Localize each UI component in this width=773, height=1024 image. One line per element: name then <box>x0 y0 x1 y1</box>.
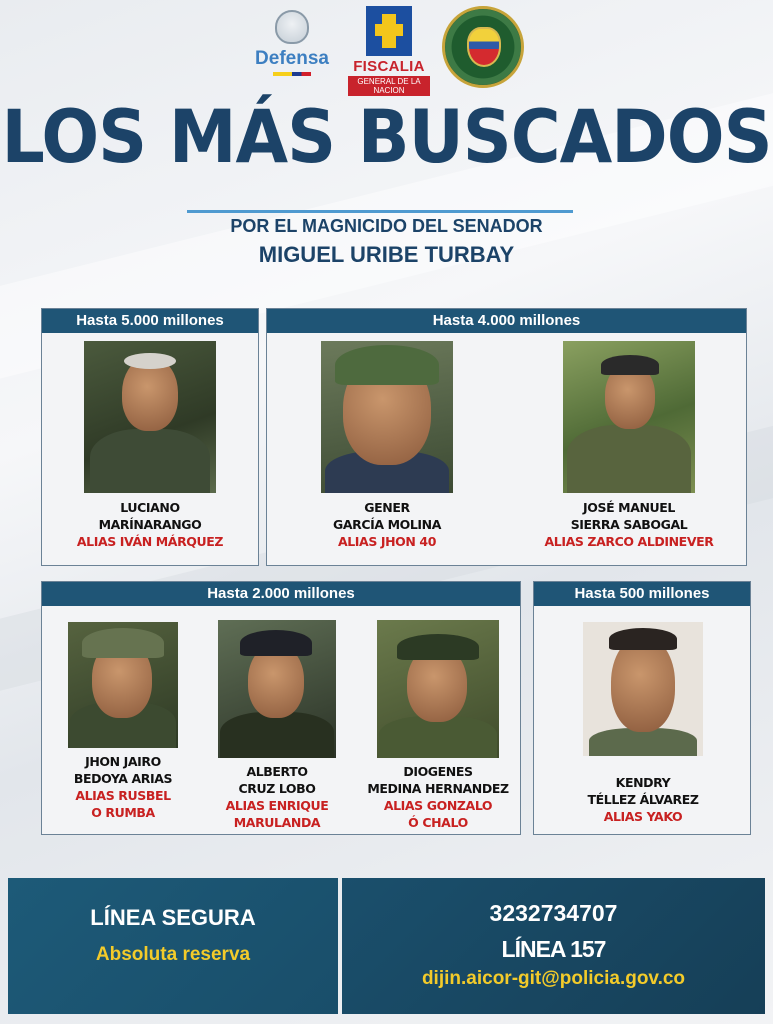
page-title: LOS MÁS BUSCADOS <box>1 94 772 181</box>
person-last-name: MEDINA HERNANDEZ <box>367 781 509 796</box>
person-alias: ALIAS ENRIQUE <box>225 798 329 813</box>
contact-footer <box>8 878 765 1014</box>
person-alias: ALIAS YAKO <box>603 809 683 824</box>
subtitle: POR EL MAGNICIDO DEL SENADOR <box>230 216 543 236</box>
defensa-logo <box>244 10 340 90</box>
person-last-name: TÉLLEZ ÁLVAREZ <box>587 792 699 807</box>
person-alias-alt: Ó CHALO <box>408 815 468 830</box>
logo-bar <box>0 6 773 95</box>
person-first-name: DIOGENES <box>403 764 473 779</box>
reward-label: Hasta 2.000 millones <box>42 582 520 606</box>
person-first-name: GENER <box>364 500 410 515</box>
person-last-name: CRUZ LOBO <box>238 781 316 796</box>
reward-panel-5000 <box>41 308 259 566</box>
wanted-person <box>519 341 739 550</box>
wanted-person <box>287 341 487 550</box>
person-alias-alt: MARULANDA <box>233 815 321 830</box>
person-alias: ALIAS IVÁN MÁRQUEZ <box>76 534 224 549</box>
fiscalia-logo <box>342 6 436 95</box>
person-first-name: KENDRY <box>615 775 671 790</box>
person-first-name: LUCIANO <box>120 500 180 515</box>
fiscalia-logo-subtext: GENERAL DE LA NACION <box>348 76 430 96</box>
reward-panel-4000 <box>266 308 747 566</box>
wanted-person <box>48 622 198 821</box>
suspect-photo <box>321 341 453 493</box>
reward-label: Hasta 500 millones <box>534 582 750 606</box>
suspect-photo <box>84 341 216 493</box>
person-last-name: BEDOYA ARIAS <box>73 771 173 786</box>
wanted-person <box>358 620 518 831</box>
colombia-flag-icon <box>273 72 311 76</box>
suspect-photo <box>377 620 499 758</box>
policia-shield-icon <box>467 27 501 67</box>
reward-label: Hasta 5.000 millones <box>42 309 258 333</box>
fiscalia-cross-icon <box>366 6 412 56</box>
wanted-person <box>50 341 250 550</box>
person-first-name: JOSÉ MANUEL <box>583 500 675 515</box>
policia-seal-icon <box>442 6 524 88</box>
title-divider <box>187 210 573 213</box>
person-first-name: JHON JAIRO <box>85 754 161 769</box>
fiscalia-logo-text: FISCALIA <box>353 58 425 75</box>
reward-label: Hasta 4.000 millones <box>267 309 746 333</box>
line-157[interactable]: LÍNEA 157 <box>501 936 606 962</box>
reward-panel-2000 <box>41 581 521 835</box>
person-alias: ALIAS RUSBEL <box>75 788 171 803</box>
wanted-person <box>540 622 746 825</box>
person-last-name: GARCÍA MOLINA <box>332 517 442 532</box>
contact-email[interactable]: dijin.aicor-git@policia.gov.co <box>421 968 686 989</box>
person-last-name: SIERRA SABOGAL <box>570 517 688 532</box>
contact-block <box>342 878 765 1014</box>
person-last-name: MARÍNARANGO <box>98 517 202 532</box>
secure-line-block <box>8 878 338 1014</box>
person-alias: ALIAS GONZALO <box>383 798 493 813</box>
suspect-photo <box>583 622 703 756</box>
person-alias: ALIAS ZARCO ALDINEVER <box>544 534 714 549</box>
suspect-photo <box>218 620 336 758</box>
wanted-person <box>202 620 352 831</box>
person-alias-alt: O RUMBA <box>91 805 155 820</box>
person-alias: ALIAS JHON 40 <box>337 534 437 549</box>
phone-number[interactable]: 3232734707 <box>489 900 618 926</box>
suspect-photo <box>68 622 178 748</box>
person-first-name: ALBERTO <box>246 764 308 779</box>
suspect-photo <box>563 341 695 493</box>
secure-line-label: LÍNEA SEGURA <box>90 905 256 930</box>
senator-name: MIGUEL URIBE TURBAY <box>258 242 515 267</box>
reward-panel-500 <box>533 581 751 835</box>
reserve-label: Absoluta reserva <box>95 944 251 965</box>
defensa-logo-text: Defensa <box>255 48 329 69</box>
coat-of-arms-icon <box>275 10 309 44</box>
